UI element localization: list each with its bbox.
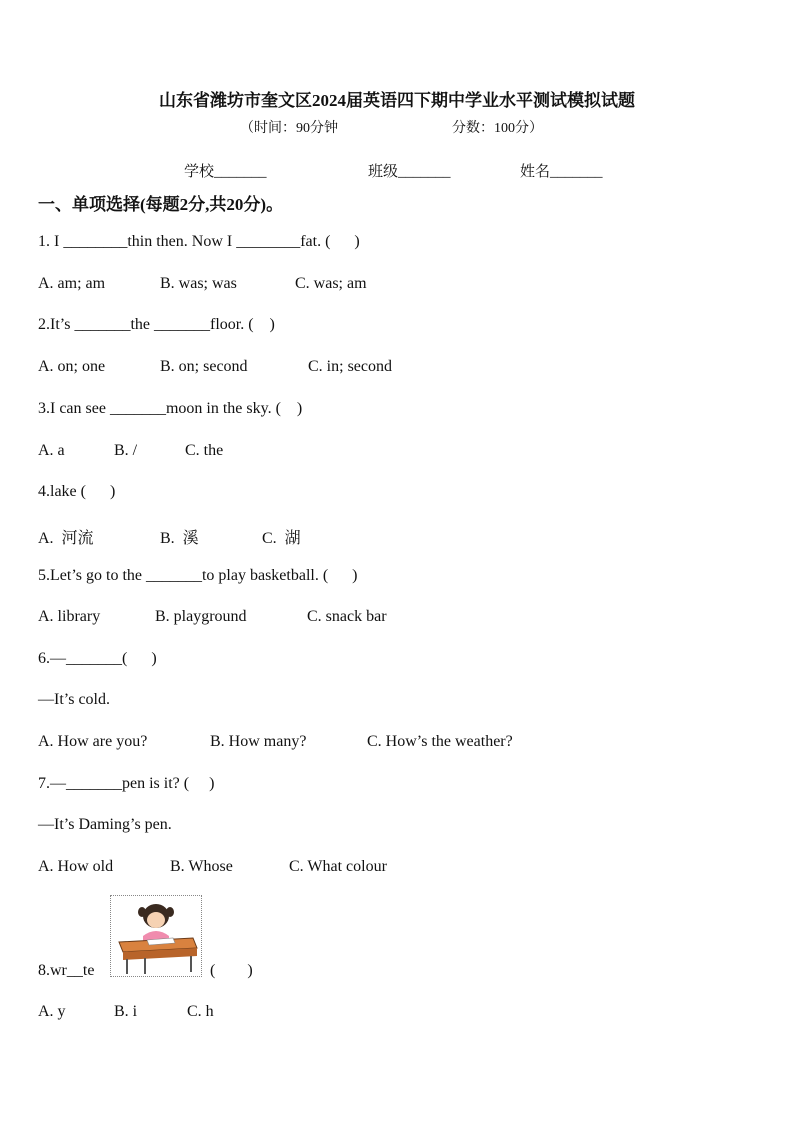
q8-option-c: C. h <box>187 1003 214 1020</box>
question-5: 5.Let’s go to the _______to play basketball. ( ) <box>38 567 358 584</box>
q8-answer-paren: ( ) <box>210 962 253 979</box>
q5-option-b: B. playground <box>155 608 247 625</box>
q1-option-c: C. was; am <box>295 275 367 292</box>
question-3: 3.I can see _______moon in the sky. ( ) <box>38 400 303 417</box>
q5-option-c: C. snack bar <box>307 608 387 625</box>
question-4: 4.lake ( ) <box>38 483 116 500</box>
class-field: 班级_______ <box>368 164 451 180</box>
q3-option-b: B. / <box>114 442 138 459</box>
question-7-reply: —It’s Daming’s pen. <box>38 816 172 833</box>
girl-writing-image <box>110 895 202 977</box>
q3-option-c: C. the <box>185 442 224 459</box>
q2-option-c: C. in; second <box>308 358 392 375</box>
q1-option-a: A. am; am <box>38 275 106 292</box>
q4-option-a: A. 河流 <box>38 530 94 547</box>
q6-option-a: A. How are you? <box>38 733 148 750</box>
section-heading: 一、单项选择(每题2分,共20分)。 <box>38 195 284 214</box>
q3-option-a: A. a <box>38 442 65 459</box>
q7-option-c: C. What colour <box>289 858 387 875</box>
question-7: 7.—_______pen is it? ( ) <box>38 775 215 792</box>
q7-option-a: A. How old <box>38 858 114 875</box>
school-field: 学校_______ <box>184 164 267 180</box>
q2-option-a: A. on; one <box>38 358 106 375</box>
question-6-reply: —It’s cold. <box>38 691 110 708</box>
q8-option-a: A. y <box>38 1003 66 1020</box>
question-8: 8.wr__te <box>38 962 95 979</box>
girl-writing-illustration <box>111 896 201 976</box>
q6-option-c: C. How’s the weather? <box>367 733 513 750</box>
q4-option-c: C. 湖 <box>262 530 301 547</box>
exam-time: （时间：90分钟 <box>240 121 338 136</box>
q5-option-a: A. library <box>38 608 101 625</box>
page-title: 山东省潍坊市奎文区2024届英语四下期中学业水平测试模拟试题 <box>159 91 635 110</box>
name-field: 姓名_______ <box>520 164 603 180</box>
question-1: 1. I ________thin then. Now I ________fat. ( ) <box>38 233 360 250</box>
question-2: 2.It’s _______the _______floor. ( ) <box>38 316 275 333</box>
q6-option-b: B. How many? <box>210 733 307 750</box>
q2-option-b: B. on; second <box>160 358 248 375</box>
exam-score: 分数：100分） <box>452 121 543 136</box>
q8-option-b: B. i <box>114 1003 138 1020</box>
q7-option-b: B. Whose <box>170 858 233 875</box>
q4-option-b: B. 溪 <box>160 530 199 547</box>
question-6: 6.—_______( ) <box>38 650 157 667</box>
q1-option-b: B. was; was <box>160 275 237 292</box>
